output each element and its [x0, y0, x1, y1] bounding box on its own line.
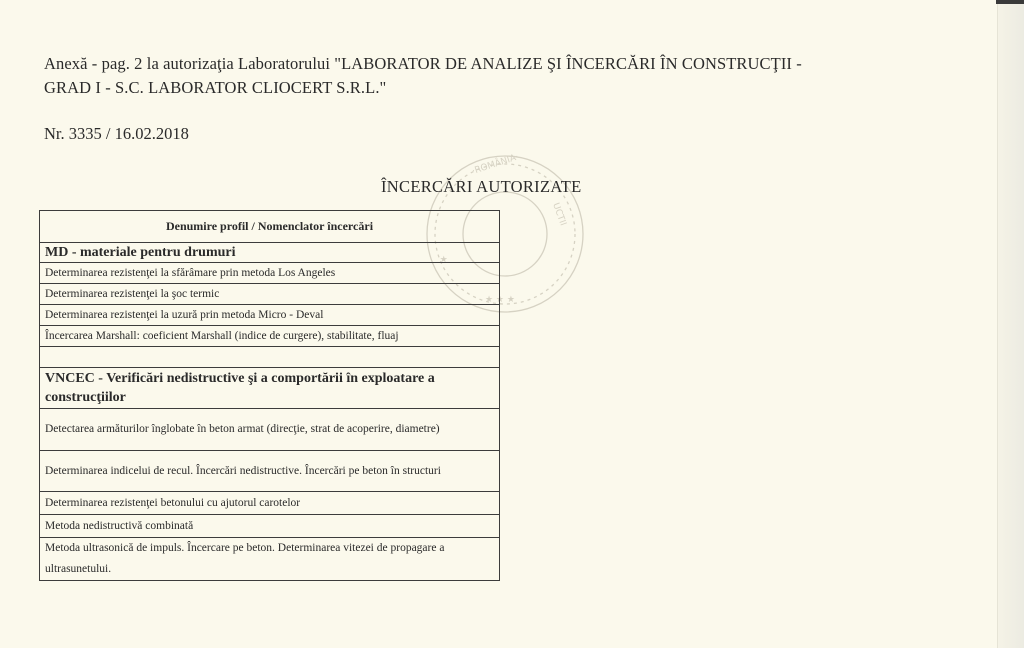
- annex-header-line-2: GRAD I - S.C. LABORATOR CLIOCERT S.R.L.": [44, 78, 387, 97]
- annex-header-line-1: Anexă - pag. 2 la autorizaţia Laboratorului "LABORATOR DE ANALIZE ŞI ÎNCERCĂRI ÎN CONSTRUCŢII -: [44, 54, 802, 73]
- test-item: Detectarea armăturilor înglobate în beton armat (direcţie, strat de acoperire, diametre): [40, 409, 500, 451]
- table-row: [40, 326, 500, 347]
- category-row: [40, 243, 500, 263]
- test-item: Determinarea rezistenţei la uzură prin metoda Micro - Deval: [40, 305, 500, 326]
- test-item: Metoda ultrasonică de impuls. Încercare pe beton. Determinarea vitezei de propagare a ultrasunetului.: [40, 538, 500, 581]
- table-row: [40, 492, 500, 515]
- table-header-row: [40, 211, 500, 243]
- table-row: [40, 263, 500, 284]
- table-row: [40, 538, 500, 581]
- section-title: ÎNCERCĂRI AUTORIZATE: [381, 177, 582, 196]
- test-item: Încercarea Marshall: coeficient Marshall (indice de curgere), stabilitate, fluaj: [40, 326, 500, 347]
- test-item: Determinarea indicelui de recul. Încercări nedistructive. Încercări pe beton în structuri: [40, 451, 500, 492]
- test-item: Metoda nedistructivă combinată: [40, 515, 500, 538]
- svg-text:·ROMÂNIA·: ·ROMÂNIA·: [470, 152, 521, 177]
- spacer-cell: [40, 347, 500, 368]
- test-item: Determinarea rezistenţei la şoc termic: [40, 284, 500, 305]
- authorized-tests-table: [39, 210, 500, 581]
- category-title-vncec: VNCEC - Verificări nedistructive şi a comportării în exploatare a construcţiilor: [40, 368, 500, 409]
- svg-text:★ ★ ★: ★ ★ ★: [485, 295, 515, 305]
- table-row: [40, 305, 500, 326]
- category-title-md: MD - materiale pentru drumuri: [40, 243, 500, 263]
- table-row: [40, 515, 500, 538]
- column-header: Denumire profil / Nomenclator încercări: [40, 211, 500, 243]
- table-row: [40, 451, 500, 492]
- test-item: Determinarea rezistenţei betonului cu ajutorul carotelor: [40, 492, 500, 515]
- scan-edge: [997, 0, 1024, 648]
- table-row: [40, 409, 500, 451]
- document-number: Nr. 3335 / 16.02.2018: [44, 124, 189, 143]
- svg-text:UCTII: UCTII: [550, 201, 568, 228]
- spacer-row: [40, 347, 500, 368]
- test-item: Determinarea rezistenţei la sfărâmare prin metoda Los Angeles: [40, 263, 500, 284]
- scan-edge-mark: [996, 0, 1024, 4]
- table-row: [40, 284, 500, 305]
- category-row: [40, 368, 500, 409]
- svg-text:★: ★: [438, 254, 451, 266]
